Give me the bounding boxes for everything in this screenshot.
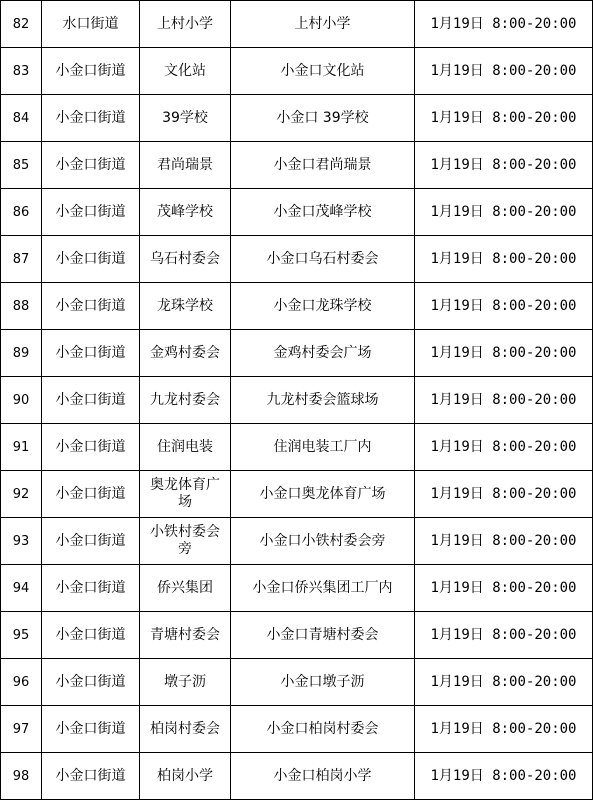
site-cell: 侨兴集团 [140, 565, 231, 612]
table-row [1, 659, 593, 706]
row-number: 97 [1, 706, 42, 753]
row-number: 85 [1, 142, 42, 189]
row-number: 89 [1, 330, 42, 377]
time-cell: 1月19日 8:00-20:00 [415, 330, 593, 377]
location-cell: 小金口小铁村委会旁 [231, 518, 415, 565]
table-row [1, 142, 593, 189]
time-cell: 1月19日 8:00-20:00 [415, 142, 593, 189]
table-row [1, 518, 593, 565]
time-cell: 1月19日 8:00-20:00 [415, 706, 593, 753]
table-row [1, 424, 593, 471]
table-row [1, 377, 593, 424]
table-row [1, 1, 593, 48]
street-cell: 小金口街道 [42, 95, 140, 142]
street-cell: 小金口街道 [42, 377, 140, 424]
location-cell: 小金口君尚瑞景 [231, 142, 415, 189]
site-cell: 青塘村委会 [140, 612, 231, 659]
location-cell: 九龙村委会篮球场 [231, 377, 415, 424]
location-cell: 小金口侨兴集团工厂内 [231, 565, 415, 612]
site-cell: 柏岗小学 [140, 753, 231, 800]
street-cell: 小金口街道 [42, 471, 140, 518]
site-cell: 乌石村委会 [140, 236, 231, 283]
site-cell: 茂峰学校 [140, 189, 231, 236]
row-number: 93 [1, 518, 42, 565]
site-cell: 住润电装 [140, 424, 231, 471]
table-row [1, 330, 593, 377]
street-cell: 水口街道 [42, 1, 140, 48]
location-cell: 小金口茂峰学校 [231, 189, 415, 236]
site-cell: 金鸡村委会 [140, 330, 231, 377]
site-cell: 小铁村委会旁 [140, 518, 231, 565]
street-cell: 小金口街道 [42, 236, 140, 283]
street-cell: 小金口街道 [42, 48, 140, 95]
table-row [1, 236, 593, 283]
table-row [1, 471, 593, 518]
table-row [1, 48, 593, 95]
row-number: 94 [1, 565, 42, 612]
table-row [1, 283, 593, 330]
site-cell: 柏岗村委会 [140, 706, 231, 753]
time-cell: 1月19日 8:00-20:00 [415, 518, 593, 565]
table-row [1, 189, 593, 236]
street-cell: 小金口街道 [42, 565, 140, 612]
location-cell: 小金口龙珠学校 [231, 283, 415, 330]
row-number: 83 [1, 48, 42, 95]
table-row [1, 706, 593, 753]
street-cell: 小金口街道 [42, 330, 140, 377]
location-cell: 小金口柏岗村委会 [231, 706, 415, 753]
time-cell: 1月19日 8:00-20:00 [415, 377, 593, 424]
row-number: 84 [1, 95, 42, 142]
location-cell: 住润电装工厂内 [231, 424, 415, 471]
table-row [1, 612, 593, 659]
site-cell: 龙珠学校 [140, 283, 231, 330]
row-number: 91 [1, 424, 42, 471]
time-cell: 1月19日 8:00-20:00 [415, 471, 593, 518]
row-number: 96 [1, 659, 42, 706]
site-cell: 39学校 [140, 95, 231, 142]
table-row [1, 95, 593, 142]
time-cell: 1月19日 8:00-20:00 [415, 189, 593, 236]
time-cell: 1月19日 8:00-20:00 [415, 612, 593, 659]
time-cell: 1月19日 8:00-20:00 [415, 659, 593, 706]
location-cell: 小金口墩子沥 [231, 659, 415, 706]
site-cell: 上村小学 [140, 1, 231, 48]
table-body [1, 1, 593, 800]
location-cell: 金鸡村委会广场 [231, 330, 415, 377]
time-cell: 1月19日 8:00-20:00 [415, 236, 593, 283]
time-cell: 1月19日 8:00-20:00 [415, 424, 593, 471]
street-cell: 小金口街道 [42, 706, 140, 753]
street-cell: 小金口街道 [42, 612, 140, 659]
time-cell: 1月19日 8:00-20:00 [415, 565, 593, 612]
table-row [1, 565, 593, 612]
location-cell: 小金口奥龙体育广场 [231, 471, 415, 518]
site-cell: 九龙村委会 [140, 377, 231, 424]
location-cell: 小金口乌石村委会 [231, 236, 415, 283]
street-cell: 小金口街道 [42, 659, 140, 706]
row-number: 98 [1, 753, 42, 800]
table-row [1, 753, 593, 800]
street-cell: 小金口街道 [42, 424, 140, 471]
street-cell: 小金口街道 [42, 518, 140, 565]
site-cell: 文化站 [140, 48, 231, 95]
street-cell: 小金口街道 [42, 189, 140, 236]
time-cell: 1月19日 8:00-20:00 [415, 753, 593, 800]
site-cell: 墩子沥 [140, 659, 231, 706]
location-cell: 小金口青塘村委会 [231, 612, 415, 659]
row-number: 92 [1, 471, 42, 518]
row-number: 88 [1, 283, 42, 330]
row-number: 82 [1, 1, 42, 48]
location-cell: 小金口文化站 [231, 48, 415, 95]
row-number: 90 [1, 377, 42, 424]
location-cell: 小金口 39学校 [231, 95, 415, 142]
site-cell: 君尚瑞景 [140, 142, 231, 189]
row-number: 87 [1, 236, 42, 283]
row-number: 86 [1, 189, 42, 236]
site-cell: 奥龙体育广场 [140, 471, 231, 518]
time-cell: 1月19日 8:00-20:00 [415, 48, 593, 95]
time-cell: 1月19日 8:00-20:00 [415, 95, 593, 142]
street-cell: 小金口街道 [42, 753, 140, 800]
location-cell: 上村小学 [231, 1, 415, 48]
time-cell: 1月19日 8:00-20:00 [415, 1, 593, 48]
street-cell: 小金口街道 [42, 283, 140, 330]
time-cell: 1月19日 8:00-20:00 [415, 283, 593, 330]
row-number: 95 [1, 612, 42, 659]
location-cell: 小金口柏岗小学 [231, 753, 415, 800]
street-cell: 小金口街道 [42, 142, 140, 189]
